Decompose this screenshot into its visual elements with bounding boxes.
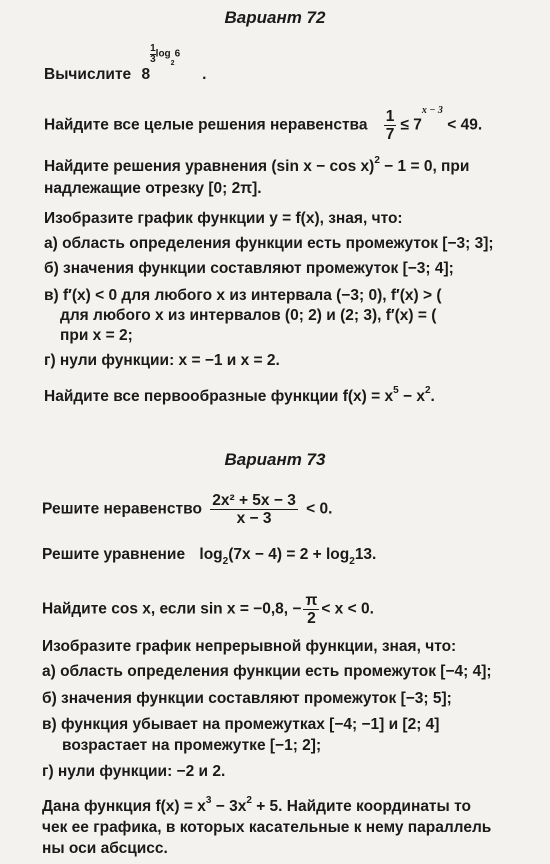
v72-task3-line2: надлежащие отрезку [0; 2π]. — [44, 180, 262, 197]
v72-task4-c-line3: при x = 2; — [60, 327, 133, 344]
v73-task4-c-line1: в) функция убывает на промежутках [−4; −1] и [2; 4] — [42, 716, 440, 733]
v72-task4-c-line2: для любого x из интервалов (0; 2) и (2; 3), f′(x) = ( — [60, 307, 437, 324]
v72-task1-text: Вычислите — [44, 66, 132, 84]
v73-task5-line2: чек ее графика, в которых касательные к нему параллель — [42, 819, 492, 836]
v73-task4-b: б) значения функции составляют промежуток [−3; 5]; — [42, 690, 452, 707]
v72-task2 — [44, 105, 483, 143]
v72-task4-a: а) область определения функции есть промежуток [−3; 3]; — [44, 235, 494, 252]
v73-task3-fraction: $\frac{\pi}{2}$ — [305, 592, 318, 627]
v72-task4-c-line1: в) f′(x) < 0 для любого x из интервала (−3; 0), f′(x) > ( — [44, 287, 442, 304]
v73-task1-numerator: 2x² + 5x − 3 — [212, 492, 296, 509]
v72-task1: Вычислите 8 $\frac{1}{3}$ $\log_26$. — [44, 43, 207, 84]
v73-task5-line1: Дана функция $f(x) = x^3 - 3x^2 + 5$. Найдите координаты то — [42, 795, 471, 815]
variant-72-title: Вариант 72 — [224, 8, 326, 27]
v73-task4-intro: Изобразите график непрерывной функции, зная, что: — [42, 638, 457, 655]
v73-task2-text: Решите уравнение — [42, 546, 186, 563]
v72-task4-b: б) значения функции составляют промежуток [−3; 4]; — [44, 260, 454, 277]
v73-task1-text: Решите неравенство — [42, 500, 202, 518]
v72-task2-mid: ≤ 7 — [400, 116, 422, 134]
variant-73-title: Вариант 73 — [224, 450, 326, 469]
v73-task1-fraction — [210, 492, 298, 527]
v73-task5-line3: ны оси абсцисс. — [42, 840, 168, 857]
v72-task2-exponent: x − 3 — [421, 105, 443, 116]
v72-task2-text: Найдите все целые решения неравенства — [44, 116, 368, 134]
v73-task2: Решите уравнение $\log_2(7x - 4) = 2 + \log_213$. — [42, 546, 377, 567]
v73-task1-end: < 0. — [306, 500, 333, 518]
v73-task4-d: г) нули функции: −2 и 2. — [42, 763, 226, 780]
v72-task3-line1: Найдите решения уравнения (sin x − cos x)$^2$ − 1 = 0, при — [44, 155, 470, 175]
v73-task3: Найдите cos x, если sin x = −0,8, − $\frac{\pi}{2}$ < x < 0. — [42, 592, 374, 627]
v72-task1-base: 8 — [141, 66, 151, 84]
v72-task2-fraction: $\frac{1}{7}$ — [385, 108, 395, 143]
v72-task1-exponent: $\frac{1}{3}$ $\log_26$ — [150, 43, 181, 67]
v72-task2-end: < 49. — [447, 116, 483, 134]
v72-task4-d: г) нули функции: x = −1 и x = 2. — [44, 352, 280, 369]
v73-task4-c-line2: возрастает на промежутке [−1; 2]; — [62, 737, 322, 754]
v73-task1-denominator: x − 3 — [236, 510, 272, 527]
v73-task4-a: а) область определения функции есть промежуток [−4; 4]; — [42, 663, 492, 680]
v72-task5: Найдите все первообразные функции $f(x) = x^5 - x^2$. — [44, 385, 435, 405]
v73-task1 — [42, 492, 332, 527]
v72-task4-intro: Изобразите график функции y = f(x), зная, что: — [44, 210, 403, 227]
